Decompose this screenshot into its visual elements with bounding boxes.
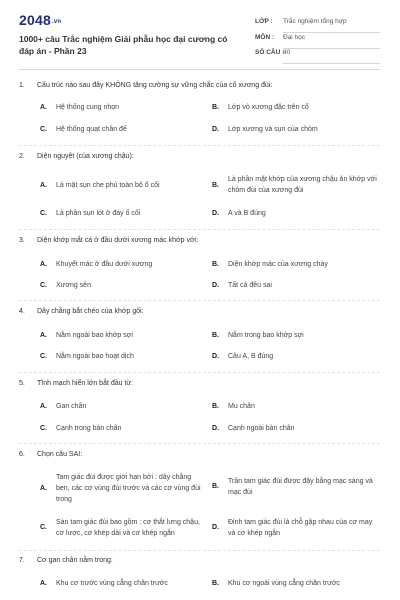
question-divider [19,443,380,444]
meta-subject: MÔN : Đại học [255,31,380,47]
document-page: 2048.vn 1000+ câu Trắc nghiệm Giải phẫu học đại cương có đáp án - Phần 23 LỚP : Trắc nghiệm tổng hợp MÔN : Đại học SỐ CÂU : 40 1. Cấu trúc nào sau đây KHÔNG tăng cường sự vững chắc của cổ xương đùi: A. Hệ thống cung nhọn B. Lớp vỏ xương đặc trên cổ C. Hệ thống quạt chân đế D. Lớp xương và sụn của chỏm 2. Diện nguyệt (của xương chậu): A. Là mặt sụn che phủ toàn bộ ổ cối B. Là phần mặt khớp của xương chậu ăn khớp với chỏm đùi của xương đùi C. Là phần sụn lót ở đáy ổ cối D. A và B đúng 3. Diện khớp mắt cá ở đầu dưới xương mác khớp với: A. Khuyết mác ở đầu dưới xương B. Diện khớp mác của xương chày C. Xương sên D. Tất cả đều sai 4. Dây chằng bắt chéo của khớp gối: A. Nằm ngoài bao khớp sợi B. Nằm trong bao khớp sợi C. Nằm ngoài bao hoạt dịch D. Câu A, B đúng 5. Tĩnh mạch hiển lớn bắt đầu từ: A. Gan chân B. Mu chân C. Cạnh trong bàn chân D. Cạnh ngoài bàn chân 6. Chọn câu SAI: A. Tam giác đùi được giới hạn bởi : dây chằng bẹn, các cơ vùng đùi trước và các cơ vùng đùi trong B. Trần tam giác đùi được đậy bằng mạc sàng và mạc đùi C. Sàn tam giác đùi bao gồm : cơ thắt lưng chậu, cơ lược, cơ khép dài và cơ khép ngắn D. Đỉnh tam giác đùi là chỗ gặp nhau của cơ may và cơ khép ngắn 7. Cơ gan chân nằm trong: A. Khu cơ trước vùng cẳng chân trước B. Khu cơ ngoài vùng cẳng chân trước [0,0,400,600]
header-divider [19,69,380,70]
question-divider [19,372,380,373]
question-divider [19,145,380,146]
meta-count: SỐ CÂU : 40 [255,46,380,62]
meta-class: LỚP : Trắc nghiệm tổng hợp [255,15,380,31]
page-title: 1000+ câu Trắc nghiệm Giải phẫu học đại cương có đáp án - Phần 23 [19,34,228,56]
site-logo[interactable]: 2048.vn [19,12,62,28]
question-divider [19,229,380,230]
question-divider [19,550,380,551]
question-divider [19,300,380,301]
